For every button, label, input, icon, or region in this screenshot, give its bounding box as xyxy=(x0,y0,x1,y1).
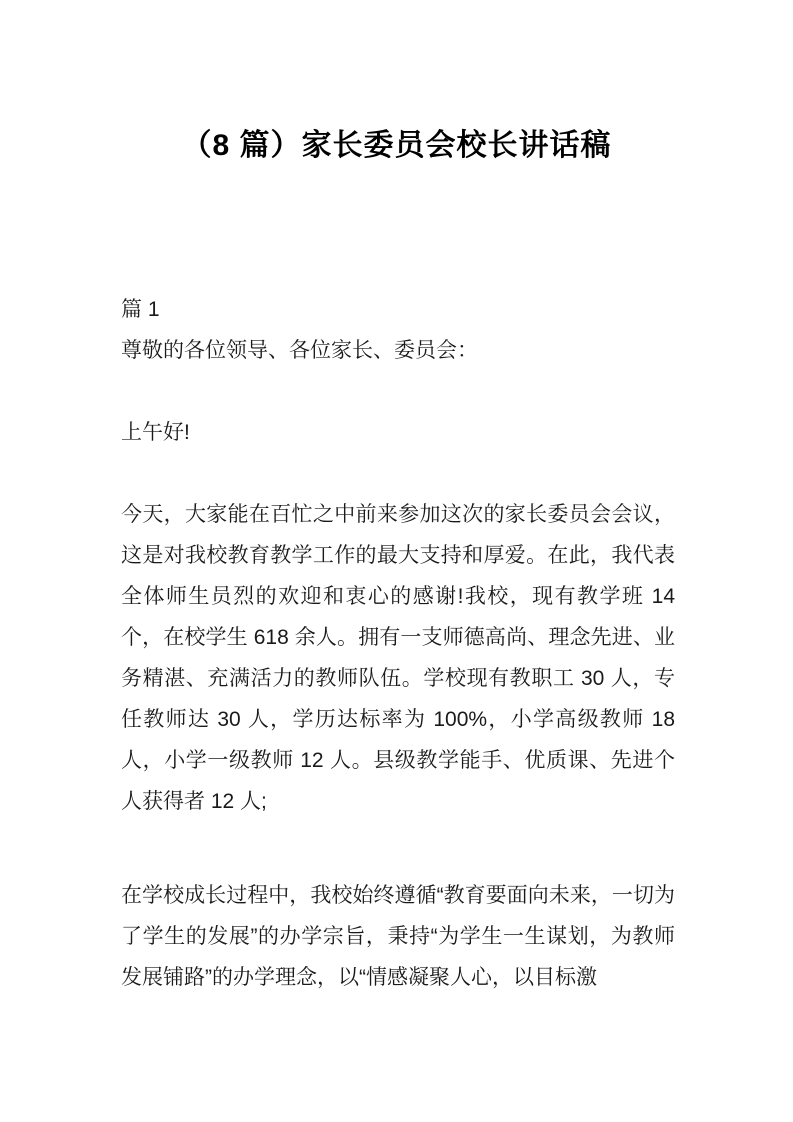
document-body xyxy=(0,289,793,998)
document-title: （8 篇）家长委员会校长讲话稿 xyxy=(181,129,612,162)
body-paragraph-2: 在学校成长过程中，我校始终遵循“教育要面向未来，一切为了学生的发展”的办学宗旨，秉持“为学生一生谋划，为教师发展铺路”的办学理念，以“情感凝聚人心，以目标激 xyxy=(121,884,675,989)
body-paragraph-1: 今天，大家能在百忙之中前来参加这次的家长委员会会议，这是对我校教育教学工作的最大支持和厚爱。在此，我代表全体师生员烈的欢迎和衷心的感谢!我校，现有教学班 14 个，在校学生 618 余人。拥有一支师德高尚、理念先进、业务精湛、充满活力的教师队伍。学校现有教职工 30 人，专任教师达 30 人，学历达标率为 100%，小学高级教师 18 人，小学一级教师 12 人。县级教学能手、优质课、先进个人获得者 12 人; xyxy=(121,503,675,813)
salutation-paragraph: 尊敬的各位领导、各位家长、委员会： xyxy=(121,339,478,362)
greeting-paragraph: 上午好! xyxy=(121,421,190,444)
section-label: 篇 1 xyxy=(121,298,160,321)
